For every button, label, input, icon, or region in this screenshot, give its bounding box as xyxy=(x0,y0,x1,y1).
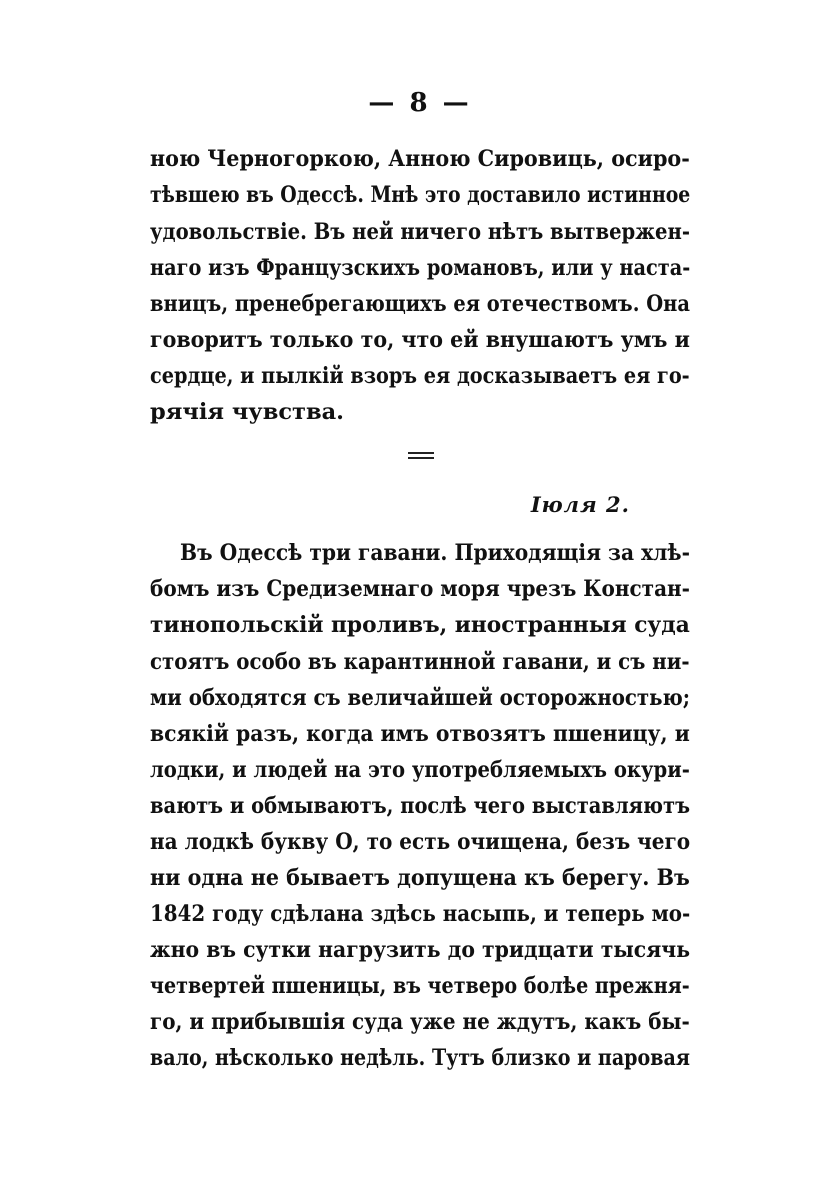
text-line: вницъ, пренебрегающихъ ея отечествомъ. Она xyxy=(150,291,690,317)
text-line: лодки, и людей на это употребляемыхъ окури- xyxy=(150,757,690,783)
text-line: бомъ изъ Средиземнаго моря чрезъ Констан- xyxy=(150,576,691,602)
text-line: ваютъ и обмываютъ, послѣ чего выставляютъ xyxy=(150,793,691,819)
text-line: жно въ сутки нагрузить до тридцати тысячь xyxy=(150,937,691,963)
text-line: Въ Одессѣ три гавани. Приходящія за хлѣ- xyxy=(180,540,690,566)
text-line: четвертей пшеницы, въ четверо болѣе прежня- xyxy=(150,973,690,999)
text-line: ни одна не бываетъ допущена къ берегу. Въ xyxy=(150,865,690,891)
page-number: — 8 — xyxy=(368,88,472,118)
text-line: тинопольскій проливъ, иностранныя суда xyxy=(150,612,690,638)
text-line: стоятъ особо въ карантинной гавани, и съ ни- xyxy=(150,649,690,675)
text-line: сердце, и пылкій взоръ ея досказываетъ ея го- xyxy=(150,363,690,389)
text-line: го, и прибывшія суда уже не ждутъ, какъ бы- xyxy=(150,1009,690,1035)
text-line: удовольствіе. Въ ней ничего нѣтъ вытвержен- xyxy=(150,219,690,245)
text-line: наго изъ Французскихъ романовъ, или у наста- xyxy=(150,255,691,281)
text-line: всякій разъ, когда имъ отвозятъ пшеницу, и xyxy=(150,721,690,747)
section-separator xyxy=(408,452,434,462)
text-line: ною Черногоркою, Анною Сировиць, осиро- xyxy=(150,146,690,172)
text-line: рячія чувства. xyxy=(150,399,345,425)
dateline: Іюля 2. xyxy=(530,492,630,517)
text-line: тѣвшею въ Одессѣ. Мнѣ это доставило истинное xyxy=(150,182,691,208)
text-line: на лодкѣ букву О, то есть очищена, безъ чего xyxy=(150,829,691,855)
text-line: вало, нѣсколько недѣль. Тутъ близко и паровая xyxy=(150,1045,690,1071)
text-line: говоритъ только то, что ей внушаютъ умъ и xyxy=(150,327,690,353)
text-line: ми обходятся съ величайшей осторожностью; xyxy=(150,685,691,711)
text-line: 1842 году сдѣлана здѣсь насыпь, и теперь мо- xyxy=(150,901,691,927)
